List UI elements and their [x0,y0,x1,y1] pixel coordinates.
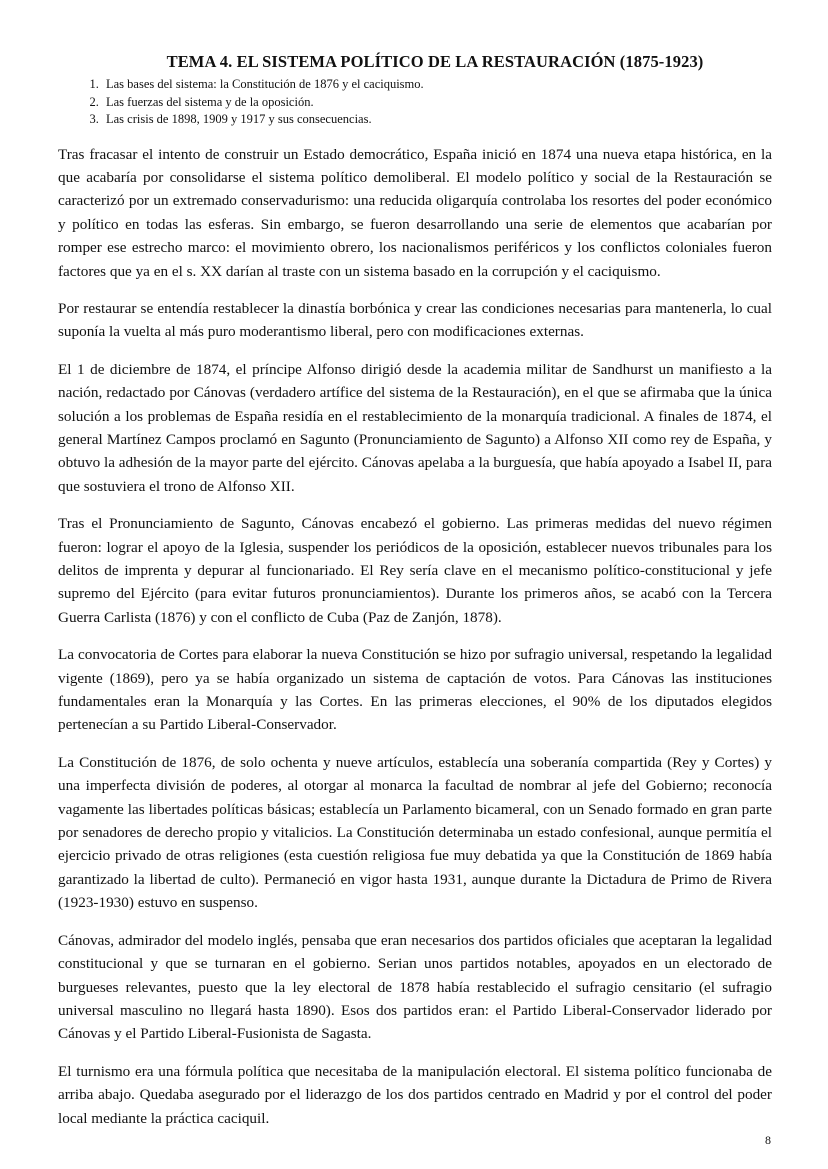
page-number: 8 [765,1133,771,1147]
topic-item: 3. Las crisis de 1898, 1909 y 1917 y sus consecuencias. [102,111,772,129]
paragraph-partidos: Cánovas, admirador del modelo inglés, pensaba que eran necesarios dos partidos oficiales que aceptaran la legalidad constitucional y que se turnaran en el gobierno. Serian unos partidos notables, apoyados en un electorado de burgueses relevantes, puesto que la ley electoral de 1878 había restablecido el sufragio censitario (el sufragio universal masculino no llegará hasta 1890). Esos dos partidos eran: el Partido Liberal-Conservador liderado por Cánovas y el Partido Liberal-Fusionista de Sagasta. [58,931,772,1043]
topic-item: 1. Las bases del sistema: la Constitución de 1876 y el caciquismo. [102,76,772,94]
paragraph-restaurar: Por restaurar se entendía restablecer la dinastía borbónica y crear las condiciones necesarias para mantenerla, lo cual suponía la vuelta al más puro moderantismo liberal, pero con modificaciones externas. [58,299,772,341]
topic-item: 2. Las fuerzas del sistema y de la oposición. [102,94,772,112]
paragraph-turnismo: El turnismo era una fórmula política que necesitaba de la manipulación electoral. El sistema político funcionaba de arriba abajo. Quedaba asegurado por el liderazgo de los dos partidos centrado en Madrid y por el control del poder local mediante la práctica caciquil. [58,1062,772,1127]
paragraph-cortes: La convocatoria de Cortes para elaborar la nueva Constitución se hizo por sufragio universal, respetando la legalidad vigente (1869), pero ya se había organizado un sistema de captación de votos. Para Cánovas las instituciones fundamentales eran la Monarquía y las Cortes. En las primeras elecciones, el 90% de los diputados elegidos pertenecían a su Partido Liberal-Conservador. [58,646,772,734]
paragraph-gobierno-canovas: Tras el Pronunciamiento de Sagunto, Cánovas encabezó el gobierno. Las primeras medidas del nuevo régimen fueron: lograr el apoyo de la Iglesia, suspender los periódicos de la oposición, establecer nuevos tribunales para los delitos de imprenta y depurar al funcionariado. El Rey sería clave en el mecanismo político-constitucional y jefe supremo del Ejército (para evitar futuros pronunciamientos). Durante los primeros años, se acabó con la Tercera Guerra Carlista (1876) y con el conflicto de Cuba (Paz de Zanjón, 1878). [58,515,772,626]
paragraph-constitucion-1876: La Constitución de 1876, de solo ochenta y nueve artículos, establecía una soberanía compartida (Rey y Cortes) y una imperfecta división de poderes, al otorgar al monarca la facultad de nombrar al jefe del Gobierno; reconocía vagamente las libertades políticas básicas; establecía un Parlamento bicameral, con un Senado formado en gran parte por senadores de derecho propio y vitalicios. La Constitución determinaba un estado confesional, aunque permitía el ejercicio privado de otras religiones (esta cuestión religiosa fue muy debatida ya que la Constitución de 1869 había garantizado la libertad de culto). Permaneció en vigor hasta 1931, aunque durante la Dictadura de Primo de Rivera (1923-1930) estuvo en suspenso. [58,753,772,912]
paragraph-intro: Tras fracasar el intento de construir un Estado democrático, España inició en 1874 una nueva etapa histórica, en la que acabaría por consolidarse el sistema político demoliberal. El modelo político y social de la Restauración se caracterizó por un extremado conservadurismo: una reducida oligarquía controlaba los resortes del poder económico y político en todas las esferas. Sin embargo, se fueron desarrollando una serie de elementos que acabarían por romper ese estrecho marco: el movimiento obrero, los nacionalismos periféricos y los conflictos coloniales fueron factores que ya en el s. XX darían al traste con un sistema basado en la corrupción y el caciquismo. [58,145,772,280]
document-page [58,52,772,1144]
topic-list [58,76,772,129]
paragraph-manifiesto: El 1 de diciembre de 1874, el príncipe Alfonso dirigió desde la academia militar de Sandhurst un manifiesto a la nación, redactado por Cánovas (verdadero artífice del sistema de la Restauración), en el que se afirmaba que la única solución a los problemas de España residía en el restablecimiento de la monarquía tradicional. A finales de 1874, el general Martínez Campos proclamó en Sagunto (Pronunciamiento de Sagunto) a Alfonso XII como rey de España, y obtuvo la adhesión de la mayor parte del ejército. Cánovas apelaba a la burguesía, que había apoyado a Isabel II, para que sostuviera el trono de Alfonso XII. [58,360,772,495]
document-title: TEMA 4. EL SISTEMA POLÍTICO DE LA RESTAURACIÓN (1875-1923) [166,52,704,71]
